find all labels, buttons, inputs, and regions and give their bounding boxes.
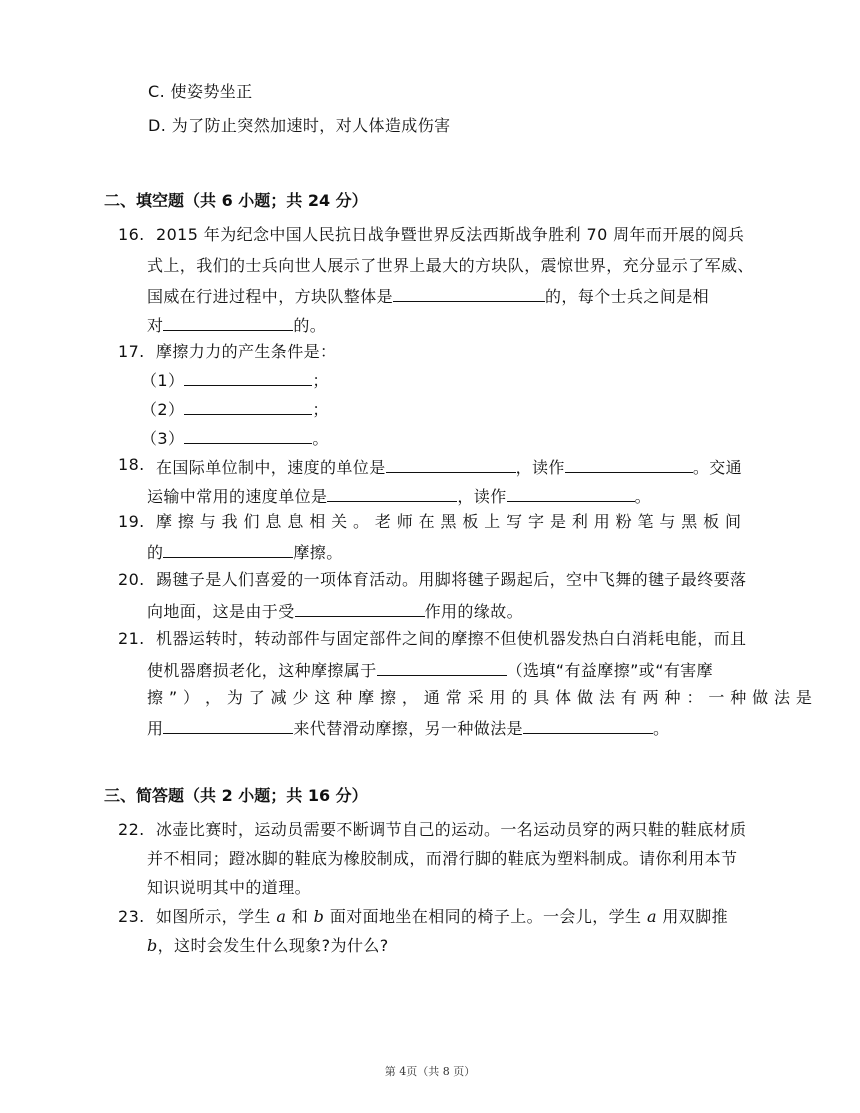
q16-line3-text: 国威在行进过程中，方块队整体是: [147, 287, 394, 306]
option-c: C. 使姿势坐正: [148, 82, 253, 101]
answer-blank[interactable]: [507, 484, 635, 502]
q17-item2: [141, 397, 329, 420]
q18-line2-tail: 。: [634, 487, 652, 506]
q19-number: 19.: [118, 512, 145, 531]
q16-line3: [147, 284, 709, 307]
q19-line1: 摩 擦 与 我 们 息 息 相 关 。 老 师 在 黑 板 上 写 字 是 利 用 粉 笔 与 黑 板 间: [156, 512, 742, 531]
answer-blank[interactable]: [163, 716, 293, 734]
q16-line3-tail: 的，每个士兵之间是相: [545, 287, 710, 306]
q21-line4-text: 用: [147, 719, 164, 738]
q23-line1: [156, 907, 728, 927]
q16-line2: 式上，我们的士兵向世人展示了世界上最大的方块队，震惊世界，充分显示了军威、: [147, 256, 754, 275]
q21-line2: [147, 658, 713, 681]
q22-line2: 并不相同；蹬冰脚的鞋底为橡胶制成，而滑行脚的鞋底为塑料制成。请你利用本节: [147, 849, 738, 868]
q17-item1-semicolon: ；: [312, 371, 329, 390]
q17-item1-label: （1）: [141, 371, 185, 390]
q21-line1: 机器运转时，转动部件与固定部件之间的摩擦不但使机器发热白白消耗电能，而且: [156, 629, 747, 648]
q21-number: 21.: [118, 629, 145, 648]
q17-item3-label: （3）: [141, 429, 185, 448]
q19-line2-text: 的: [147, 543, 164, 562]
q20-line2: [147, 599, 523, 622]
answer-blank[interactable]: [184, 426, 312, 444]
student-b-label: b: [313, 907, 325, 926]
q19-line2: [147, 540, 343, 563]
section-2-title: 二、填空题（共 6 小题；共 24 分）: [104, 191, 368, 210]
q16-line4-tail: 的。: [293, 316, 327, 335]
answer-blank[interactable]: [523, 716, 653, 734]
answer-blank[interactable]: [565, 455, 693, 473]
q18-line1-mid: ，读作: [515, 458, 565, 477]
q18-line2: [147, 484, 651, 507]
q17-item3: [141, 426, 329, 449]
q16-line1: 2015 年为纪念中国人民抗日战争暨世界反法西斯战争胜利 70 周年而开展的阅兵: [156, 225, 745, 244]
q20-line2-tail: 作用的缘故。: [424, 602, 524, 621]
q22-line3: 知识说明其中的道理。: [147, 878, 312, 897]
q18-line1: [156, 455, 742, 478]
answer-blank[interactable]: [163, 313, 293, 331]
q21-line4-tail: 。: [653, 719, 670, 738]
q17-item3-period: 。: [312, 429, 329, 448]
q17-item1: [141, 368, 329, 391]
q20-line2-text: 向地面，这是由于受: [147, 602, 295, 621]
q23-line1-text: 如图所示，学生: [156, 907, 271, 926]
answer-blank[interactable]: [327, 484, 457, 502]
q17-item2-semicolon: ；: [312, 400, 329, 419]
q16-line4-text: 对: [147, 316, 164, 335]
q18-line2-mid: ，读作: [457, 487, 507, 506]
answer-blank[interactable]: [184, 368, 312, 386]
q20-line1: 踢毽子是人们喜爱的一项体育活动。用脚将毽子踢起后，空中飞舞的毽子最终要落: [156, 570, 747, 589]
answer-blank[interactable]: [386, 455, 516, 473]
q22-number: 22.: [118, 820, 145, 839]
q16-number: 16.: [118, 225, 145, 244]
q18-line1-text: 在国际单位制中，速度的单位是: [156, 458, 386, 477]
q23-number: 23.: [118, 907, 145, 926]
q23-line2-text: ，这时会发生什么现象?为什么?: [157, 936, 389, 955]
option-d: D. 为了防止突然加速时，对人体造成伤害: [148, 116, 451, 135]
student-a-label: a: [646, 907, 657, 926]
q19-line2-tail: 摩擦。: [293, 543, 343, 562]
page-footer: 第 4页（共 8 页）: [384, 1065, 476, 1078]
q17-line1: 摩擦力力的产生条件是：: [156, 342, 337, 361]
answer-blank[interactable]: [377, 658, 507, 676]
q23-line2: [147, 936, 389, 956]
q17-number: 17.: [118, 342, 145, 361]
q23-and: 和: [291, 907, 309, 926]
q21-line4: [147, 716, 669, 739]
q20-number: 20.: [118, 570, 145, 589]
q21-line2-tail: （选填“有益摩擦”或“有害摩: [506, 661, 714, 680]
student-b-label: b: [147, 936, 158, 955]
answer-blank[interactable]: [163, 540, 293, 558]
q21-line4-mid: 来代替滑动摩擦，另一种做法是: [293, 719, 524, 738]
answer-blank[interactable]: [393, 284, 545, 302]
student-a-label: a: [276, 907, 287, 926]
q18-line2-text: 运输中常用的速度单位是: [147, 487, 328, 506]
q22-line1: 冰壶比赛时，运动员需要不断调节自己的运动。一名运动员穿的两只鞋的鞋底材质: [156, 820, 747, 839]
answer-blank[interactable]: [295, 599, 425, 617]
section-3-title: 三、简答题（共 2 小题；共 16 分）: [104, 786, 368, 805]
answer-blank[interactable]: [184, 397, 312, 415]
q21-line2-text: 使机器磨损老化，这种摩擦属于: [147, 661, 377, 680]
q21-line3: 擦 ” ） ， 为 了 减 少 这 种 摩 擦 ， 通 常 采 用 的 具 体 做 法 有 两 种 ： 一 种 做 法 是: [147, 688, 813, 707]
q18-line1-tail: 。交通: [692, 458, 743, 477]
q23-line1-tail: 用双脚推: [662, 907, 728, 926]
q23-line1-mid: 面对面地坐在相同的椅子上。一会儿，学生: [329, 907, 642, 926]
q16-line4: [147, 313, 326, 336]
q18-number: 18.: [118, 455, 145, 474]
q17-item2-label: （2）: [141, 400, 185, 419]
